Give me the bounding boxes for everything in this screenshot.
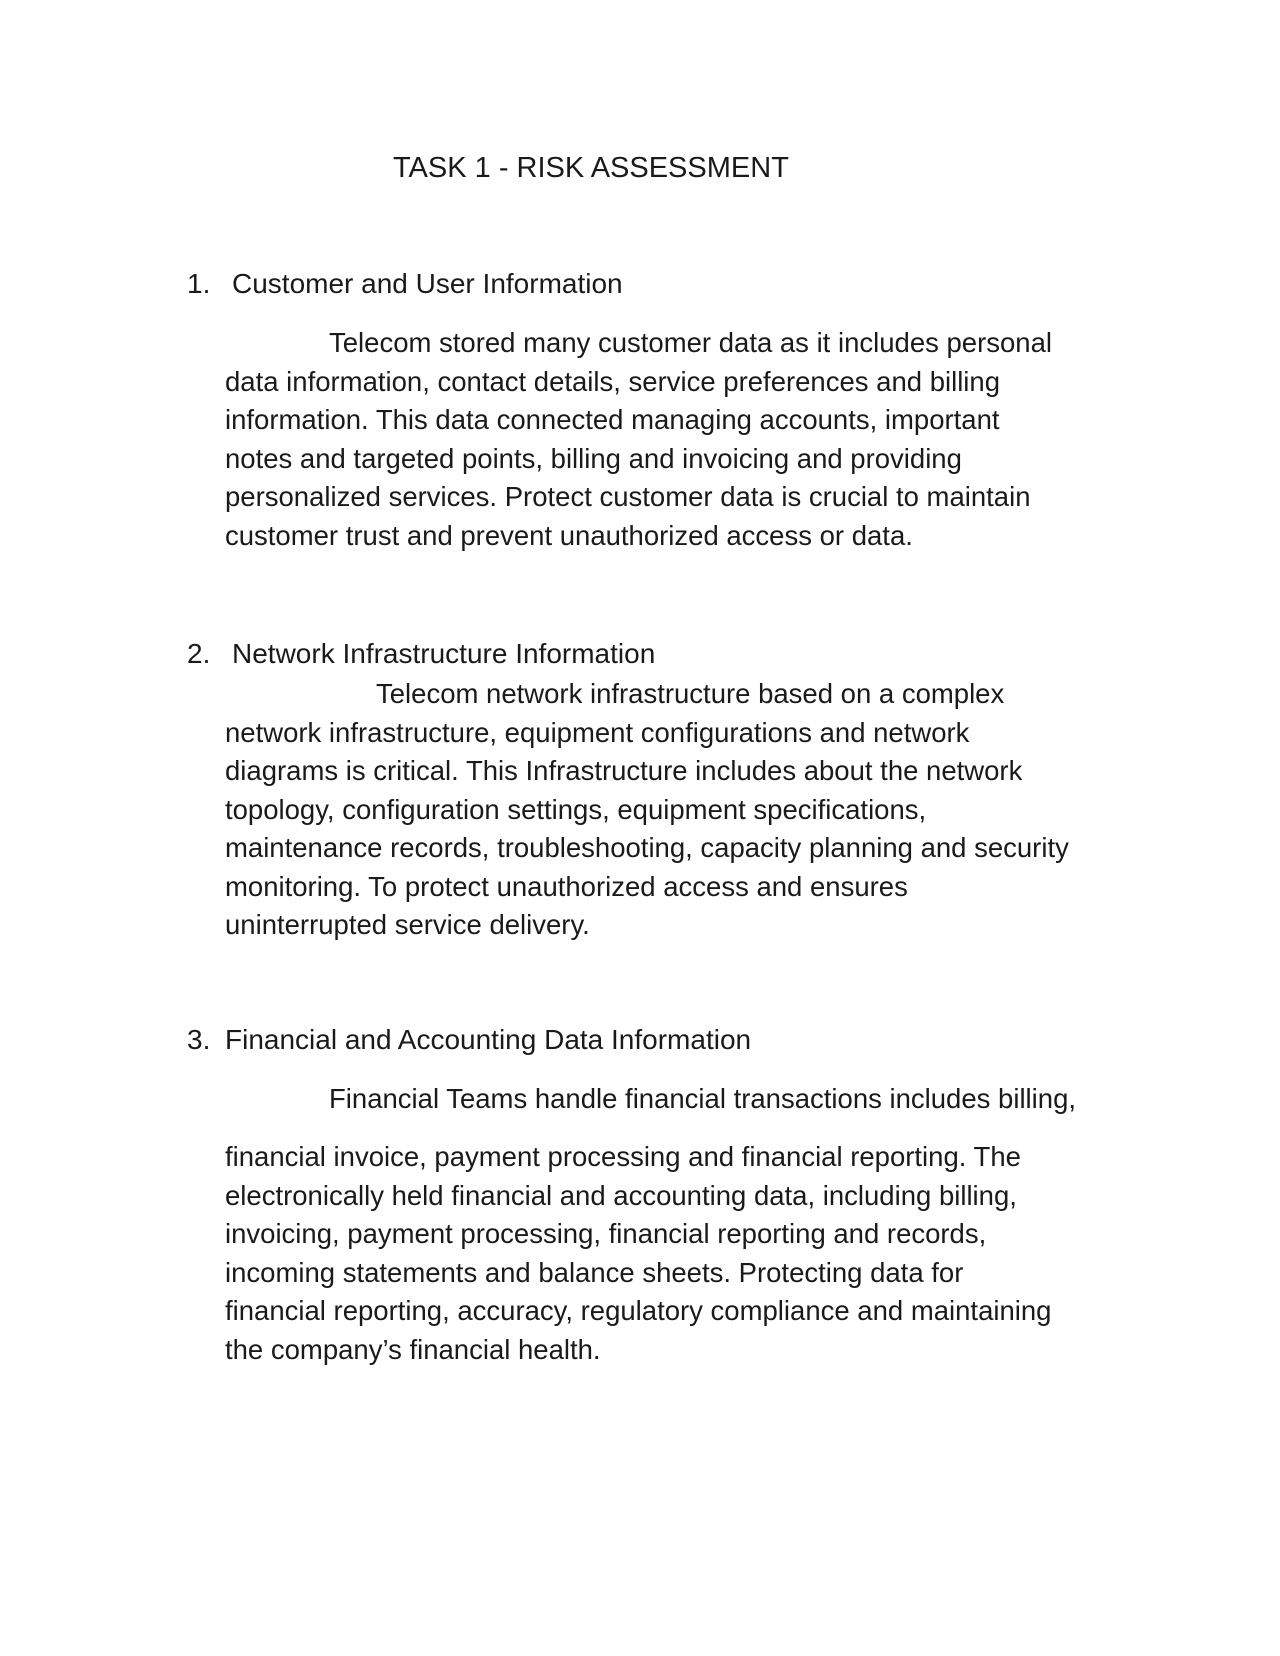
section-3-intro xyxy=(225,1080,1145,1119)
section-1-number: 1. xyxy=(187,268,211,299)
paragraph-line: incoming statements and balance sheets. Protecting data for xyxy=(225,1256,964,1288)
paragraph-line: maintenance records, troubleshooting, capacity planning and security xyxy=(225,832,1069,863)
section-2-number: 2. xyxy=(187,638,211,669)
paragraph-line: customer trust and prevent unauthorized access or data. xyxy=(225,519,913,551)
paragraph-line: Financial Teams handle financial transactions includes billing, xyxy=(329,1083,1076,1114)
paragraph-line: network infrastructure, equipment configurations and network xyxy=(225,716,970,748)
section-3-heading xyxy=(187,1022,751,1058)
page-title: TASK 1 - RISK ASSESSMENT xyxy=(393,152,789,184)
paragraph-line: uninterrupted service delivery. xyxy=(225,909,590,940)
paragraph-line: financial invoice, payment processing and financial reporting. The xyxy=(225,1141,1021,1172)
paragraph-line: electronically held financial and accounting data, including billing, xyxy=(225,1179,1017,1211)
paragraph-line: Telecom network infrastructure based on a complex xyxy=(376,678,1005,709)
section-2-title: Network Infrastructure Information xyxy=(232,638,656,669)
section-1-paragraph xyxy=(225,324,1145,555)
paragraph-line: invoicing, payment processing, financial reporting and records, xyxy=(225,1218,987,1249)
section-3-paragraph xyxy=(225,1138,1145,1369)
section-2-paragraph xyxy=(225,675,1145,945)
paragraph-line: notes and targeted points, billing and invoicing and providing xyxy=(225,442,962,474)
section-1-title: Customer and User Information xyxy=(232,268,623,299)
section-1-heading xyxy=(187,266,623,302)
paragraph-line: Telecom stored many customer data as it includes personal xyxy=(329,327,1052,358)
section-3-title: Financial and Accounting Data Information xyxy=(225,1024,752,1055)
paragraph-line: personalized services. Protect customer data is crucial to maintain xyxy=(225,481,1031,512)
paragraph-line: financial reporting, accuracy, regulatory compliance and maintaining xyxy=(225,1295,1052,1326)
paragraph-line: data information, contact details, service preferences and billing xyxy=(225,365,1001,397)
paragraph-line: topology, configuration settings, equipment specifications, xyxy=(225,793,927,825)
section-2-heading xyxy=(187,636,655,672)
paragraph-line: diagrams is critical. This Infrastructure includes about the network xyxy=(225,755,1023,786)
section-3-number: 3. xyxy=(187,1024,211,1055)
paragraph-line: information. This data connected managing accounts, important xyxy=(225,404,1000,435)
paragraph-line: the company’s financial health. xyxy=(225,1333,601,1365)
paragraph-line: monitoring. To protect unauthorized access and ensures xyxy=(225,870,908,902)
